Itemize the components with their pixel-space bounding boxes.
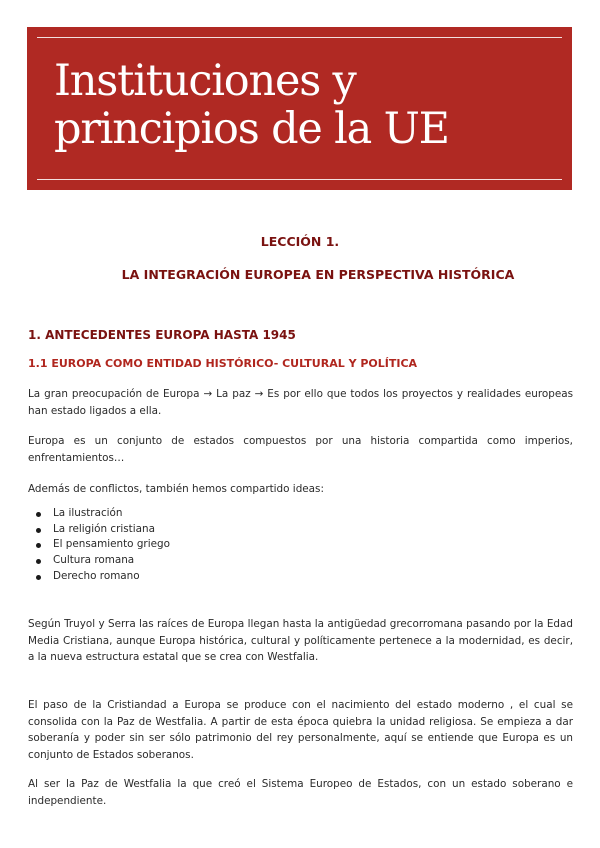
paragraph-truyol: Según Truyol y Serra las raíces de Europa llegan hasta la antigüedad grecorromana pasando por la Edad Media Cristiana, aunque Europa histórica, cultural y políticamente pertenece a la modernidad, es decir, a la nueva estructura estatal que se crea con Westfalia. xyxy=(28,618,573,663)
list-item: Cultura romana xyxy=(36,553,170,569)
paragraph-ideas-intro: Además de conflictos, también hemos compartido ideas: xyxy=(28,483,324,495)
paragraph-westfalia: El paso de la Cristiandad a Europa se produce con el nacimiento del estado moderno , el cual se consolida con la Paz de Westfalia. A partir de esta época quiebra la unidad religiosa. Se empieza a dar soberanía y poder sin ser sólo patrimonio del rey personalmente, aquí se entiende que Europa es un conjunto de Estados soberanos. xyxy=(28,699,573,761)
document-title-line-1: Instituciones y xyxy=(54,56,356,106)
subsection-heading: 1.1 EUROPA COMO ENTIDAD HISTÓRICO- CULTURAL Y POLÍTICA xyxy=(28,357,418,370)
list-item: La ilustración xyxy=(36,506,170,522)
list-item: El pensamiento griego xyxy=(36,537,170,553)
title-banner xyxy=(27,27,572,190)
section-heading: 1. ANTECEDENTES EUROPA HASTA 1945 xyxy=(28,328,296,342)
ideas-list xyxy=(36,506,170,585)
list-item: La religión cristiana xyxy=(36,522,170,538)
lesson-title: LA INTEGRACIÓN EUROPEA EN PERSPECTIVA HISTÓRICA xyxy=(121,267,515,282)
list-item: Derecho romano xyxy=(36,569,170,585)
document-title-line-2: principios de la UE xyxy=(54,104,449,154)
paragraph-states: Europa es un conjunto de estados compuestos por una historia compartida como imperios, enfrentamientos… xyxy=(28,435,573,464)
document-title xyxy=(54,57,449,153)
paragraph-state-system: Al ser la Paz de Westfalia la que creó el Sistema Europeo de Estados, con un estado soberano e independiente. xyxy=(28,778,573,807)
paragraph-peace: La gran preocupación de Europa → La paz → Es por ello que todos los proyectos y realidades europeas han estado ligados a ella. xyxy=(28,388,573,417)
lesson-number: LECCIÓN 1. xyxy=(260,234,340,249)
